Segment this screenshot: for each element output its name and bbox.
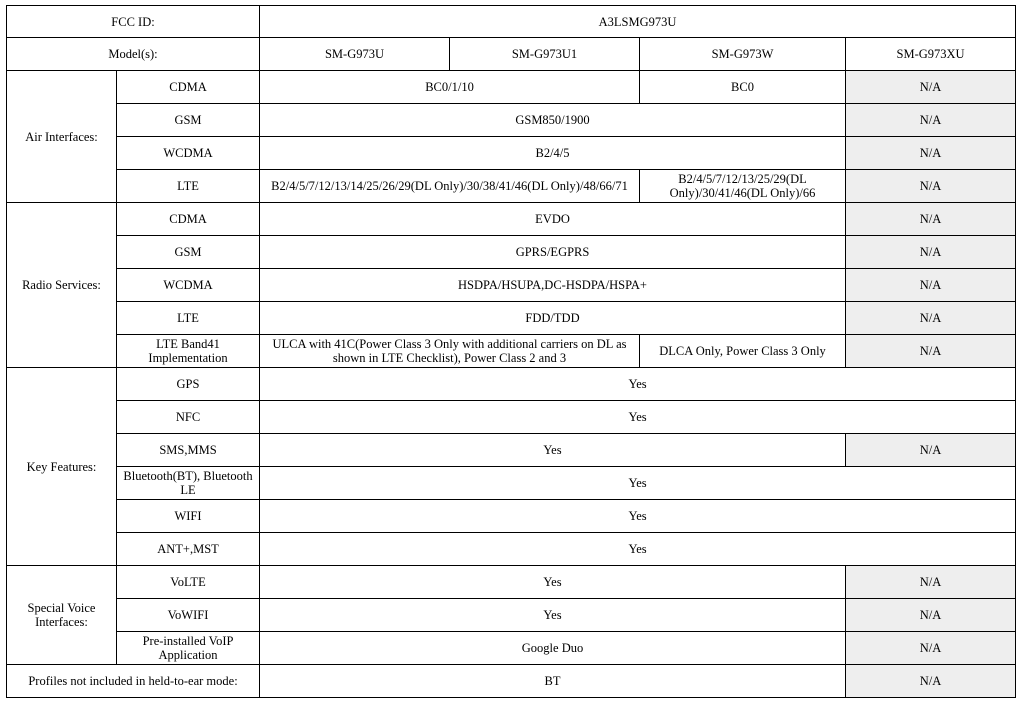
radio-band41-w: DLCA Only, Power Class 3 Only [640, 335, 846, 368]
row-key-wifi [7, 500, 1016, 533]
fcc-spec-table [6, 5, 1016, 698]
row-voice-voip [7, 632, 1016, 665]
voice-voip-label: Pre-installed VoIP Application [117, 632, 260, 665]
radio-band41-label: LTE Band41 Implementation [117, 335, 260, 368]
row-air-lte [7, 170, 1016, 203]
key-nfc-value: Yes [260, 401, 1016, 434]
row-radio-band41 [7, 335, 1016, 368]
row-radio-gsm [7, 236, 1016, 269]
voice-volte-xu: N/A [846, 566, 1016, 599]
air-cdma-label: CDMA [117, 71, 260, 104]
voice-vowifi-value: Yes [260, 599, 846, 632]
profiles-label: Profiles not included in held-to-ear mode: [7, 665, 260, 698]
profiles-value: BT [260, 665, 846, 698]
radio-band41-us: ULCA with 41C(Power Class 3 Only with additional carriers on DL as shown in LTE Checklist), Power Class 2 and 3 [260, 335, 640, 368]
row-radio-lte [7, 302, 1016, 335]
key-gps-label: GPS [117, 368, 260, 401]
air-wcdma-value: B2/4/5 [260, 137, 846, 170]
group-special-voice: Special Voice Interfaces: [7, 566, 117, 665]
key-bt-label: Bluetooth(BT), Bluetooth LE [117, 467, 260, 500]
air-wcdma-xu: N/A [846, 137, 1016, 170]
row-air-gsm [7, 104, 1016, 137]
voice-voip-value: Google Duo [260, 632, 846, 665]
row-voice-vowifi [7, 599, 1016, 632]
key-wifi-value: Yes [260, 500, 1016, 533]
radio-gsm-value: GPRS/EGPRS [260, 236, 846, 269]
row-voice-volte [7, 566, 1016, 599]
voice-vowifi-xu: N/A [846, 599, 1016, 632]
group-radio-services: Radio Services: [7, 203, 117, 368]
row-radio-cdma [7, 203, 1016, 236]
air-cdma-us: BC0/1/10 [260, 71, 640, 104]
model-sm-g973u: SM-G973U [260, 38, 450, 71]
radio-band41-xu: N/A [846, 335, 1016, 368]
air-lte-xu: N/A [846, 170, 1016, 203]
row-air-wcdma [7, 137, 1016, 170]
voice-voip-xu: N/A [846, 632, 1016, 665]
model-sm-g973w: SM-G973W [640, 38, 846, 71]
key-sms-xu: N/A [846, 434, 1016, 467]
fcc-id-value: A3LSMG973U [260, 6, 1016, 38]
key-sms-value: Yes [260, 434, 846, 467]
radio-lte-xu: N/A [846, 302, 1016, 335]
row-key-bt [7, 467, 1016, 500]
radio-cdma-label: CDMA [117, 203, 260, 236]
air-lte-label: LTE [117, 170, 260, 203]
air-lte-w: B2/4/5/7/12/13/25/29(DL Only)/30/41/46(DL Only)/66 [640, 170, 846, 203]
radio-gsm-xu: N/A [846, 236, 1016, 269]
radio-gsm-label: GSM [117, 236, 260, 269]
fcc-id-label: FCC ID: [7, 6, 260, 38]
group-key-features: Key Features: [7, 368, 117, 566]
row-profiles [7, 665, 1016, 698]
model-sm-g973xu: SM-G973XU [846, 38, 1016, 71]
key-sms-label: SMS,MMS [117, 434, 260, 467]
row-key-gps [7, 368, 1016, 401]
radio-lte-value: FDD/TDD [260, 302, 846, 335]
key-ant-value: Yes [260, 533, 1016, 566]
radio-lte-label: LTE [117, 302, 260, 335]
profiles-xu: N/A [846, 665, 1016, 698]
radio-wcdma-label: WCDMA [117, 269, 260, 302]
air-cdma-w: BC0 [640, 71, 846, 104]
row-radio-wcdma [7, 269, 1016, 302]
row-key-nfc [7, 401, 1016, 434]
key-nfc-label: NFC [117, 401, 260, 434]
air-gsm-label: GSM [117, 104, 260, 137]
row-air-cdma [7, 71, 1016, 104]
radio-cdma-value: EVDO [260, 203, 846, 236]
row-fcc-id [7, 6, 1016, 38]
voice-volte-label: VoLTE [117, 566, 260, 599]
model-sm-g973u1: SM-G973U1 [450, 38, 640, 71]
key-ant-label: ANT+,MST [117, 533, 260, 566]
voice-volte-value: Yes [260, 566, 846, 599]
models-label: Model(s): [7, 38, 260, 71]
air-wcdma-label: WCDMA [117, 137, 260, 170]
radio-wcdma-value: HSDPA/HSUPA,DC-HSDPA/HSPA+ [260, 269, 846, 302]
air-gsm-value: GSM850/1900 [260, 104, 846, 137]
group-air-interfaces: Air Interfaces: [7, 71, 117, 203]
air-gsm-xu: N/A [846, 104, 1016, 137]
radio-wcdma-xu: N/A [846, 269, 1016, 302]
key-wifi-label: WIFI [117, 500, 260, 533]
air-lte-us: B2/4/5/7/12/13/14/25/26/29(DL Only)/30/38/41/46(DL Only)/48/66/71 [260, 170, 640, 203]
radio-cdma-xu: N/A [846, 203, 1016, 236]
air-cdma-xu: N/A [846, 71, 1016, 104]
row-key-ant [7, 533, 1016, 566]
voice-vowifi-label: VoWIFI [117, 599, 260, 632]
key-bt-value: Yes [260, 467, 1016, 500]
key-gps-value: Yes [260, 368, 1016, 401]
row-key-sms [7, 434, 1016, 467]
row-models [7, 38, 1016, 71]
